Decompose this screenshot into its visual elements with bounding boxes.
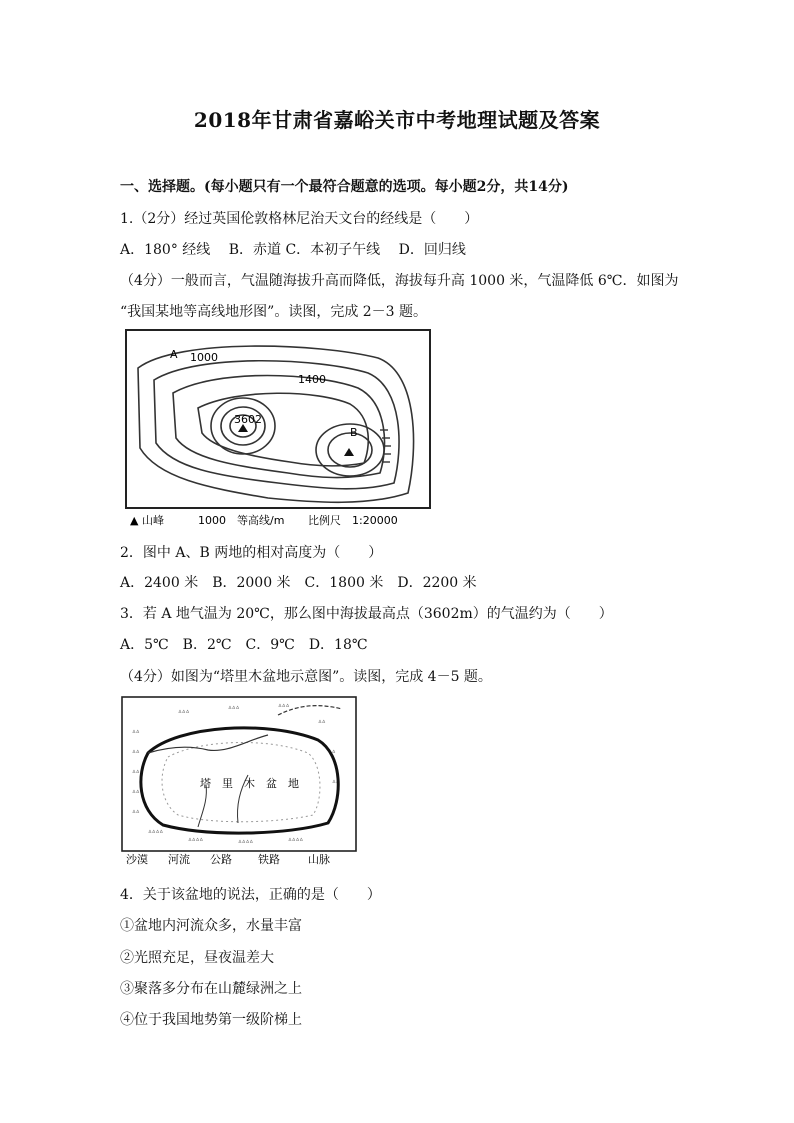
svg-text:ᐞᐞ: ᐞᐞ [132, 749, 140, 757]
legend-river: 河流 [168, 853, 190, 866]
question-4-stem: 4．关于该盆地的说法，正确的是（ ） [120, 887, 381, 903]
intro-2-line1: （4分）一般而言，气温随海拔升高而降低，海拔每升高 1000 米，气温降低 6℃．如图为 [120, 273, 679, 289]
question-4-option-3: ③聚落多分布在山麓绿洲之上 [120, 981, 302, 997]
svg-text:ᐞᐞ: ᐞᐞ [318, 719, 326, 727]
contour-1000-label: 1000 [190, 351, 218, 364]
contour-map-svg [118, 328, 438, 530]
contour-map-figure [118, 328, 438, 530]
basin-label: 塔 里 木 盆 地 [200, 777, 299, 790]
svg-text:ᐞᐞ: ᐞᐞ [132, 769, 140, 777]
contour-1400-label: 1400 [298, 373, 326, 386]
question-4-option-1: ①盆地内河流众多，水量丰富 [120, 918, 302, 934]
section-heading: 一、选择题。(每小题只有一个最符合题意的选项。每小题2分，共14分) [120, 179, 569, 195]
question-3-stem: 3．若 A 地气温为 20℃，那么图中海拔最高点（3602m）的气温约为（ ） [120, 606, 613, 622]
question-2-stem: 2．图中 A、B 两地的相对高度为（ ） [120, 545, 383, 561]
question-1-options: A．180° 经线 B．赤道 C．本初子午线 D．回归线 [120, 242, 466, 258]
question-1-stem: 1.（2分）经过英国伦敦格林尼治天文台的经线是（ ） [120, 211, 479, 227]
intro-4-line1: （4分）如图为“塔里木盆地示意图”。读图，完成 4－5 题。 [120, 669, 492, 685]
svg-text:ᐞᐞ: ᐞᐞ [132, 729, 140, 737]
svg-text:ᐞᐞ: ᐞᐞ [132, 789, 140, 797]
svg-text:ᐞᐞᐞᐞ: ᐞᐞᐞᐞ [188, 837, 204, 845]
legend-scale: 比例尺 1:20000 [308, 514, 398, 527]
question-4-option-4: ④位于我国地势第一级阶梯上 [120, 1012, 302, 1028]
tarim-basin-figure [118, 695, 362, 867]
legend-mountain: 山脉 [308, 853, 330, 866]
question-2-options: A．2400 米 B．2000 米 C．1800 米 D．2200 米 [120, 575, 477, 591]
peak-elevation-label: 3602 [234, 413, 262, 426]
svg-text:ᐞᐞᐞᐞ: ᐞᐞᐞᐞ [238, 839, 254, 847]
legend-peak: ▲ 山峰 [130, 514, 164, 527]
intro-2-line2: “我国某地等高线地形图”。读图，完成 2－3 题。 [120, 304, 428, 320]
legend-road: 公路 [210, 853, 232, 866]
point-a-label: A [170, 348, 178, 361]
question-4-option-2: ②光照充足，昼夜温差大 [120, 950, 274, 966]
svg-text:ᐞᐞᐞ: ᐞᐞᐞ [228, 705, 240, 713]
legend-desert: 沙漠 [126, 853, 148, 866]
svg-text:ᐞᐞ: ᐞᐞ [132, 809, 140, 817]
point-b-label: B [350, 426, 358, 439]
svg-text:ᐞᐞ: ᐞᐞ [328, 749, 336, 757]
legend-contour: 1000 等高线/m [198, 514, 285, 527]
question-3-options: A．5℃ B．2℃ C．9℃ D．18℃ [120, 637, 368, 653]
legend-rail: 铁路 [258, 853, 280, 866]
svg-text:ᐞᐞᐞᐞ: ᐞᐞᐞᐞ [288, 837, 304, 845]
tarim-basin-svg [118, 695, 362, 867]
svg-text:ᐞᐞᐞᐞ: ᐞᐞᐞᐞ [148, 829, 164, 837]
svg-text:ᐞᐞᐞ: ᐞᐞᐞ [278, 703, 290, 711]
svg-text:ᐞᐞᐞ: ᐞᐞᐞ [178, 709, 190, 717]
svg-text:ᐞᐞ: ᐞᐞ [332, 779, 340, 787]
page-title: 2018年甘肃省嘉峪关市中考地理试题及答案 [193, 108, 601, 132]
